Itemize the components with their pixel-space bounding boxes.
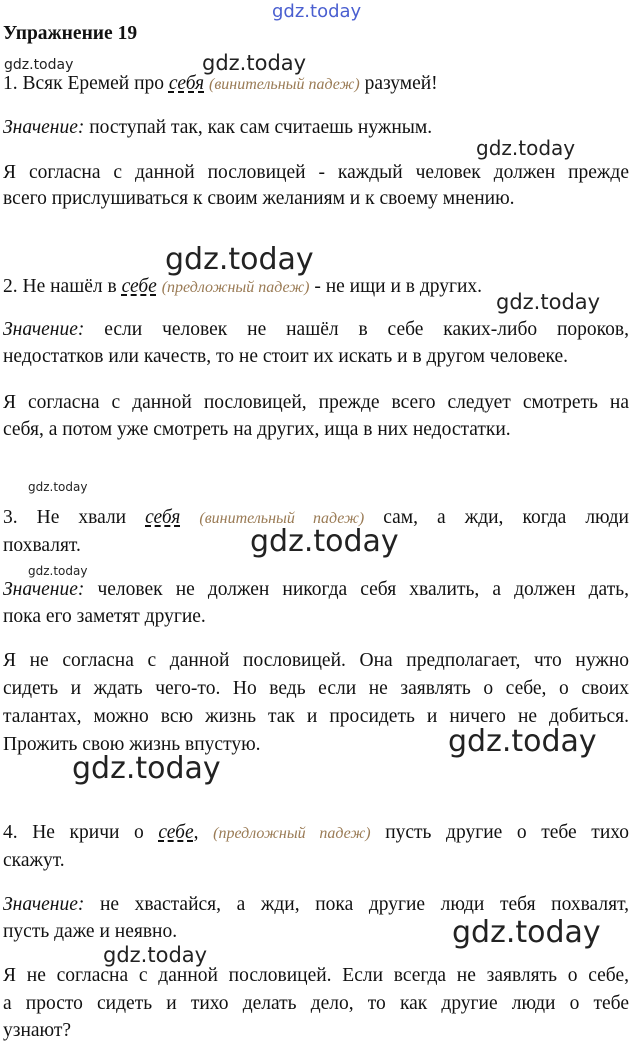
watermark: gdz.today <box>202 51 307 75</box>
opinion-3-line: талантах, можно всю жизнь так и просидеть и ничего не добиться. <box>3 706 629 727</box>
proverb-text: сам, а жди, когда люди <box>383 507 629 528</box>
meaning-label: Значение: <box>3 319 85 340</box>
proverb-text: пусть другие о тебе тихо <box>385 822 630 843</box>
watermark: gdz.today <box>496 290 601 314</box>
meaning-text: поступай так, как сам считаешь нужным. <box>84 117 433 138</box>
watermark: gdz.today <box>103 943 208 967</box>
meaning-2-line: недостатков или качеств, то не стоит их искать и в другом человеке. <box>3 346 569 367</box>
proverb-text: 2. Не нашёл в <box>3 276 122 297</box>
case-label: (винительный падеж) <box>208 76 360 93</box>
meaning-4-line <box>3 895 629 915</box>
case-label: (винительный падеж) <box>199 510 365 527</box>
proverb-text: разумей! <box>359 73 438 94</box>
case-label: (предложный падеж) <box>213 825 371 842</box>
keyword: себя <box>145 507 181 528</box>
watermark: gdz.today <box>4 57 74 73</box>
watermark: gdz.today <box>476 136 576 160</box>
meaning-2-line <box>3 320 629 340</box>
watermark: gdz.today <box>452 915 601 950</box>
opinion-1-line: Я согласна с данной пословицей - каждый человек должен прежде <box>3 162 629 183</box>
opinion-2-line: Я согласна с данной пословицей, прежде всего следует смотреть на <box>3 392 629 413</box>
case-label: (предложный падеж) <box>161 279 310 296</box>
watermark: gdz.today <box>165 242 314 277</box>
meaning-3-line: пока его заметят другие. <box>3 606 206 627</box>
opinion-1-line: всего прислушиваться к своим желаниям и к своему мнению. <box>3 188 515 209</box>
opinion-3-line: Прожить свою жизнь впустую. <box>3 734 261 755</box>
opinion-4-line: узнают? <box>3 1020 72 1041</box>
watermark: gdz.today <box>250 524 399 559</box>
watermark: gdz.today <box>28 564 88 578</box>
meaning-3-line <box>3 580 629 600</box>
meaning-1 <box>3 118 432 138</box>
proverb-4: 4. Не кричи о себе, (предложный падеж) пусть другие о тебе тихо <box>3 822 630 843</box>
opinion-2-line: себя, а потом уже смотреть на других, ища в них недостатки. <box>3 419 511 440</box>
proverb-text: 4. Не кричи о <box>3 822 159 843</box>
opinion-4-line: а просто сидеть и тихо делать дело, то как другие люди о тебе <box>3 993 629 1014</box>
keyword: себе <box>158 822 194 843</box>
opinion-4-line: Я не согласна с данной пословицей. Если всегда не заявлять о себе, <box>3 965 629 986</box>
proverb-text: 3. Не хвали <box>3 507 146 528</box>
watermark: gdz.today <box>28 480 88 494</box>
keyword: себя <box>168 73 205 94</box>
proverb-text: 1. Всяк Еремей про <box>3 73 169 94</box>
watermark: gdz.today <box>72 751 221 786</box>
keyword: себе <box>121 276 157 297</box>
proverb-2 <box>3 277 482 297</box>
meaning-label: Значение: <box>3 894 85 915</box>
meaning-4-line: пусть даже и неявно. <box>3 921 178 942</box>
meaning-text: человек не должен никогда себя хвалить, а должен дать, <box>97 579 629 600</box>
proverb-4-cont: скажут. <box>3 850 65 871</box>
meaning-text: если человек не нашёл в себе каких-либо пороков, <box>104 319 629 340</box>
opinion-3-line: сидеть и ждать чего-то. Но ведь если не заявлять о себе, о своих <box>3 678 629 699</box>
proverb-1 <box>3 74 438 94</box>
proverb-3-cont: похвалят. <box>3 535 81 556</box>
meaning-text: не хвастайся, а жди, пока другие люди тебя похвалят, <box>99 894 630 915</box>
proverb-text: - не ищи и в других. <box>309 276 483 297</box>
opinion-3-line: Я не согласна с данной пословицей. Она предполагает, что нужно <box>3 650 629 671</box>
page-title: Упражнение 19 <box>3 23 138 44</box>
watermark-top: gdz.today <box>272 1 362 22</box>
proverb-3 <box>3 508 629 528</box>
meaning-label: Значение: <box>3 579 85 600</box>
watermark: gdz.today <box>448 724 597 759</box>
meaning-label: Значение: <box>3 117 85 138</box>
